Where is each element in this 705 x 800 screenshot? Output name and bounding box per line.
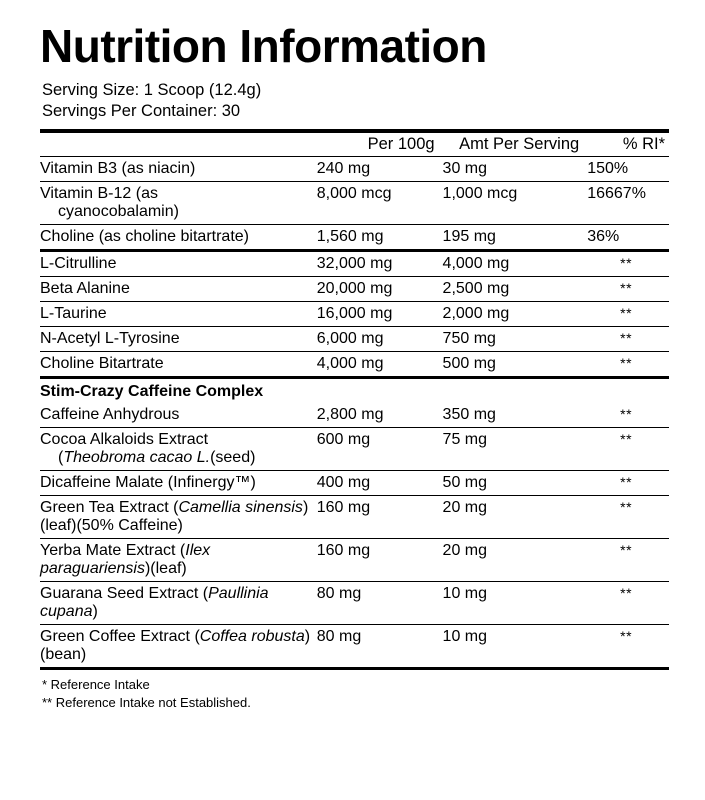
footer-divider — [40, 667, 669, 670]
row-per-100g: 80 mg — [317, 581, 443, 624]
row-per-100g: 400 mg — [317, 470, 443, 495]
table-row — [40, 470, 669, 495]
row-ri: ** — [587, 276, 669, 301]
header-per-100g: Per 100g — [317, 131, 443, 157]
row-ingredient-name: L-Taurine — [40, 301, 317, 326]
row-ingredient-name: Stim-Crazy Caffeine Complex — [40, 377, 317, 403]
header-amt-per-serving: Amt Per Serving — [443, 131, 588, 157]
row-ingredient-name: Green Tea Extract (Camellia sinensis)(leaf)(50% Caffeine) — [40, 495, 317, 538]
row-ingredient-name: Vitamin B-12 (as cyanocobalamin) — [40, 181, 317, 224]
footnote-reference-intake: * Reference Intake — [42, 676, 150, 692]
table-header-row — [40, 131, 669, 157]
table-row — [40, 495, 669, 538]
row-amt-per-serving: 20 mg — [443, 538, 588, 581]
table-row — [40, 250, 669, 276]
row-ingredient-name: Choline Bitartrate — [40, 351, 317, 377]
header-name — [40, 131, 317, 157]
row-per-100g: 80 mg — [317, 624, 443, 667]
row-ingredient-name: Guarana Seed Extract (Paullinia cupana) — [40, 581, 317, 624]
row-ingredient-name: Caffeine Anhydrous — [40, 405, 180, 423]
row-amt-per-serving: 75 mg — [443, 427, 588, 470]
row-per-100g: 4,000 mg — [317, 351, 443, 377]
page-title: Nutrition Information — [40, 20, 487, 72]
row-per-100g: 160 mg — [317, 538, 443, 581]
row-ingredient-name: Green Coffee Extract (Coffea robusta)(bean) — [40, 624, 317, 667]
row-ingredient-name: Cocoa Alkaloids Extract (Theobroma cacao L.(seed) — [40, 427, 317, 470]
row-ri: ** — [587, 581, 669, 624]
row-ri: ** — [587, 326, 669, 351]
row-ri: 36% — [587, 224, 669, 250]
row-per-100g: 1,560 mg — [317, 224, 443, 250]
nutrition-table — [40, 129, 669, 667]
row-ri: ** — [587, 301, 669, 326]
serving-size-line: Serving Size: 1 Scoop (12.4g) — [42, 81, 262, 100]
row-ri: 16667% — [587, 181, 669, 224]
row-ri: ** — [587, 538, 669, 581]
table-row — [40, 624, 669, 667]
row-ri: ** — [587, 250, 669, 276]
table-row — [40, 581, 669, 624]
row-ri: ** — [587, 351, 669, 377]
table-row — [40, 427, 669, 470]
table-row — [40, 301, 669, 326]
row-ri: ** — [587, 470, 669, 495]
row-ingredient-name: Beta Alanine — [40, 276, 317, 301]
row-per-100g: 240 mg — [317, 156, 443, 181]
table-row — [40, 326, 669, 351]
row-amt-per-serving: 10 mg — [443, 581, 588, 624]
row-ingredient-name: Vitamin B3 (as niacin) — [40, 156, 317, 181]
row-per-100g: 16,000 mg — [317, 301, 443, 326]
row-ingredient-name: N-Acetyl L-Tyrosine — [40, 326, 317, 351]
row-per-100g: 160 mg — [317, 495, 443, 538]
table-row — [40, 181, 669, 224]
row-amt-per-serving: 500 mg — [443, 351, 588, 377]
row-ri — [587, 377, 669, 403]
row-amt-per-serving: 20 mg — [443, 495, 588, 538]
row-per-100g — [317, 377, 443, 403]
row-per-100g: 20,000 mg — [317, 276, 443, 301]
row-amt-per-serving — [443, 377, 588, 403]
row-ri: ** — [620, 405, 633, 422]
row-per-100g: 8,000 mcg — [317, 181, 443, 224]
table-row — [40, 538, 669, 581]
row-per-100g: 600 mg — [317, 427, 443, 470]
row-amt-per-serving: 1,000 mcg — [443, 181, 588, 224]
row-amt-per-serving: 350 mg — [442, 405, 496, 423]
row-amt-per-serving: 2,000 mg — [443, 301, 588, 326]
footnote-reference-intake-not-established: ** Reference Intake not Established. — [42, 695, 251, 711]
serving-info — [42, 80, 669, 122]
table-row — [40, 276, 669, 301]
table-row — [40, 156, 669, 181]
servings-per-container-line: Servings Per Container: 30 — [42, 102, 241, 121]
row-ingredient-name: Yerba Mate Extract (Ilex paraguariensis)(leaf) — [40, 538, 317, 581]
nutrition-table-body — [40, 156, 669, 667]
header-ri: % RI* — [587, 131, 669, 157]
table-row — [40, 351, 669, 377]
row-ri: 150% — [587, 156, 669, 181]
row-per-100g: 6,000 mg — [317, 326, 443, 351]
row-amt-per-serving: 2,500 mg — [443, 276, 588, 301]
row-ri: ** — [587, 495, 669, 538]
table-row — [40, 224, 669, 250]
row-amt-per-serving: 30 mg — [443, 156, 588, 181]
row-amt-per-serving: 195 mg — [443, 224, 588, 250]
row-ri: ** — [587, 427, 669, 470]
row-ri: ** — [587, 624, 669, 667]
row-per-100g: 32,000 mg — [317, 250, 443, 276]
footnotes — [42, 676, 669, 714]
row-per-100g: 2,800 mg — [316, 405, 384, 423]
row-amt-per-serving: 4,000 mg — [443, 250, 588, 276]
row-amt-per-serving: 10 mg — [443, 624, 588, 667]
row-amt-per-serving: 50 mg — [443, 470, 588, 495]
table-row — [40, 403, 669, 428]
row-amt-per-serving: 750 mg — [443, 326, 588, 351]
row-ingredient-name: Dicaffeine Malate (Infinergy™) — [40, 470, 317, 495]
table-group-row — [40, 377, 669, 403]
row-ingredient-name: Choline (as choline bitartrate) — [40, 224, 317, 250]
row-ingredient-name: L-Citrulline — [40, 250, 317, 276]
